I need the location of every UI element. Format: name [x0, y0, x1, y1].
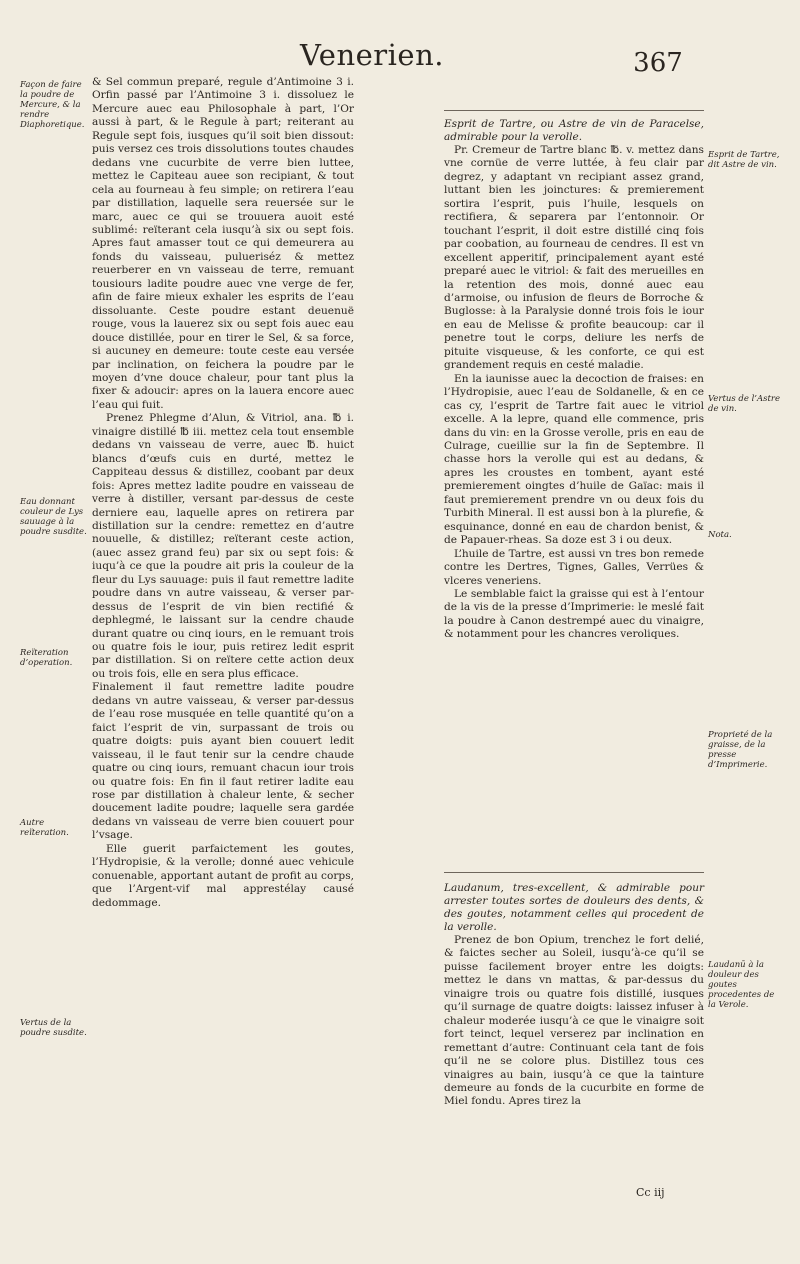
- running-title: Venerien.: [300, 38, 444, 72]
- right-margin-note-3: Nota.: [708, 530, 732, 540]
- left-margin-note-2: Eau donnant couleur de Lys sauuage à la poudre susdite.: [20, 497, 87, 537]
- signature-mark: Cc iij: [636, 1186, 665, 1199]
- left-paragraph: Finalement il faut remettre ladite poudre dedans vn autre vaisseau, & verser par-dessus de l’eau rose musquée en telle quantité qu’on a faict l’esprit de vin, surpassant de trois ou quatre doigts: puis ayant bien couuert ledit vaisseau, il le faut tenir sur la cendre chaude quatre ou cinq iours, remuant chacun iour trois ou quatre fois: En fin il faut retirer ladite eau rose par distillation à chaleur lente, & secher doucement ladite poudre; laquelle sera gardée dedans vn vaisseau de verre bien couuert pour l’vsage.: [92, 681, 354, 842]
- page-number: 367: [633, 48, 683, 78]
- section-rule: [444, 872, 704, 873]
- right-paragraph: En la iaunisse auec la decoction de fraises: en l’Hydropisie, auec l’eau de Soldanelle, & en ce cas cy, l’esprit de Tartre fait auec le vitriol excelle. A la lepre, quand elle commence, pris dans du vin: en la Grosse verolle, pris en eau de Culrage, cueillie sur la fin de Septembre. Il chasse hors la verolle qui est au dedans, & apres les croustes en tombent, ayant esté premierement oingtes d’huile de Gaïac: mais il faut premierement prendre vn ou deux fois du Turbith Mineral. Il est aussi bon à la plurefie, & esquinance, donné en eau de chardon benist, & de Papauer-rheas. Sa doze est 3 i ou deux.: [444, 372, 704, 547]
- right-paragraph: Le semblable faict la graisse qui est à l’entour de la vis de la presse d’Imprimerie: le meslé fait la poudre à Canon destrempé auec du vinaigre, & notamment pour les chancres veroliques.: [444, 587, 704, 641]
- right-margin-note-5: Laudanū à la douleur des goutes procedentes de la Verole.: [708, 960, 775, 1010]
- left-margin-note-5: Vertus de la poudre susdite.: [20, 1018, 87, 1038]
- right-margin-note-2: Vertus de l’Astre de vin.: [708, 394, 781, 414]
- section-title-laudanum: Laudanum, tres-excellent, & admirable pour arrester toutes sortes de douleurs des dents, & des goutes, notamment celles qui procedent de la verolle.: [444, 882, 704, 933]
- left-column: [92, 76, 354, 910]
- right-column-laudanum: [444, 882, 704, 1109]
- left-paragraph: Prenez Phlegme d’Alun, & Vitriol, ana. ℔ i. vinaigre distillé ℔ iii. mettez cela tout ensemble dedans vn vaisseau de verre, auec ℔. huict blancs d’œufs cuis en durté, mettez le Cappiteau dessus & distillez, coobant par deux fois: Apres mettez ladite poudre en vaisseau de verre à distiller, versant par-dessus de ceste derniere eau, laquelle apres on retirera par distillation sur la cendre: remettez en d’autre nouuelle, & distillez; reïterant ceste action, (auec assez grand feu) par six ou sept fois: & iuqu’à ce que la poudre ait pris la couleur de la fleur du Lys sauuage: puis il faut remettre ladite poudre dans vn autre vaisseau, & verser par-dessus de l’esprit de vin bien rectifié & dephlegmé, le laissant sur la cendre chaude durant quatre ou cinq iours, en le remuant trois ou quatre fois le iour, puis retirez ledit esprit par distillation. Si on reïtere cette action deux ou trois fois, elle en sera plus efficace.: [92, 412, 354, 680]
- section-title-esprit-de-tartre: Esprit de Tartre, ou Astre de vin de Paracelse, admirable pour la verolle.: [444, 118, 704, 143]
- left-margin-note-3: Reïteration d’operation.: [20, 648, 73, 668]
- left-margin-note-1: Façon de faire la poudre de Mercure, & la rendre Diaphoretique.: [20, 80, 85, 130]
- right-margin-note-4: Proprieté de la graisse, de la presse d’Imprimerie.: [708, 730, 773, 770]
- right-margin-note-1: Esprit de Tartre, dit Astre de vin.: [708, 150, 780, 170]
- left-margin-note-4: Autre reïteration.: [20, 818, 69, 838]
- right-paragraph: Prenez de bon Opium, trenchez le fort delié, & faictes secher au Soleil, iusqu’à-ce qu’il se puisse facilement broyer entre les doigts: mettez le dans vn mattas, & par-dessus du vinaigre trois ou quatre fois distillé, iusques qu’il surnage de quatre doigts: laissez infuser à chaleur moderée iusqu’à ce que le vinaigre soit fort teinct, lequel verserez par inclination en remettant d’autre: Continuant cela tant de fois qu’il ne se colore plus. Distillez tous ces vinaigres au bain, iusqu’à ce que la tainture demeure au fonds de la cucurbite en forme de Miel fondu. Apres tirez la: [444, 934, 704, 1108]
- section-rule: [444, 110, 704, 111]
- right-column: [444, 118, 704, 642]
- right-paragraph: Pr. Cremeur de Tartre blanc ℔. v. mettez dans vne cornüe de verre luttée, à feu clair par degrez, y adaptant vn recipiant assez grand, luttant bien les joinctures: & premierement sortira l’esprit, puis l’huile, lesquels on rectifiera, & separera par l’entonnoir. Or touchant l’esprit, il doit estre distillé cinq fois par coobation, au fourneau de cendres. Il est vn excellent apperitif, principalement ayant esté preparé auec le vitriol: & fait des merueilles en la retention des mois, donné auec eau d’armoise, ou infusion de fleurs de Borroche & Buglosse: à la Paralysie donné trois fois le iour en eau de Melisse & profite beaucoup: car il penetre tout le corps, deliure les nerfs de pituite visqueuse, & les conforte, ce qui est grandement requis en cesté maladie.: [444, 144, 704, 372]
- left-paragraph: Elle guerit parfaictement les goutes, l’Hydropisie, & la verolle; donné auec vehicule conuenable, apportant autant de profit au corps, que l’Argent-vif mal apprestélay causé dedommage.: [92, 842, 354, 909]
- left-paragraph: & Sel commun preparé, regule d’Antimoine 3 i. Orfin passé par l’Antimoine 3 i. dissoluez le Mercure auec eau Philosophale à part, l’Or aussi à part, & le Regule à part; reiterant au Regule sept fois, iusques qu’il soit bien dissout: puis versez ces trois dissolutions toutes chaudes dedans vne cucurbite de verre bien luttee, mettez le Capiteau auee son recipiant, & tout cela au fourneau à feu simple; on retirera l’eau par distillation, laquelle sera reuersée sur le marc, auec ce qui se trouuera auoit esté sublimé: reïterant cela iusqu’à six ou sept fois. Apres faut amasser tout ce qui demeurera au fonds du vaisseau, pulueriséz & mettez reuerberer en vn vaisseau de terre, remuant tousiours ladite poudre auec vne verge de fer, afin de faire mieux exhaler les esprits de l’eau dissoluante. Ceste poudre estant deuenuë rouge, vous la lauerez six ou sept fois auec eau douce distillée, pour en tirer le Sel, & sa force, si aucuney en demeure: toute ceste eau versée par inclination, on feichera la poudre par le moyen d’vne douce chaleur, pour tant plus la fixer & adoucir: apres on la lauera encore auec l’eau qui fuit.: [92, 76, 354, 411]
- right-paragraph: L’huile de Tartre, est aussi vn tres bon remede contre les Dertres, Tignes, Galles, Verrües & vlceres veneriens.: [444, 547, 704, 587]
